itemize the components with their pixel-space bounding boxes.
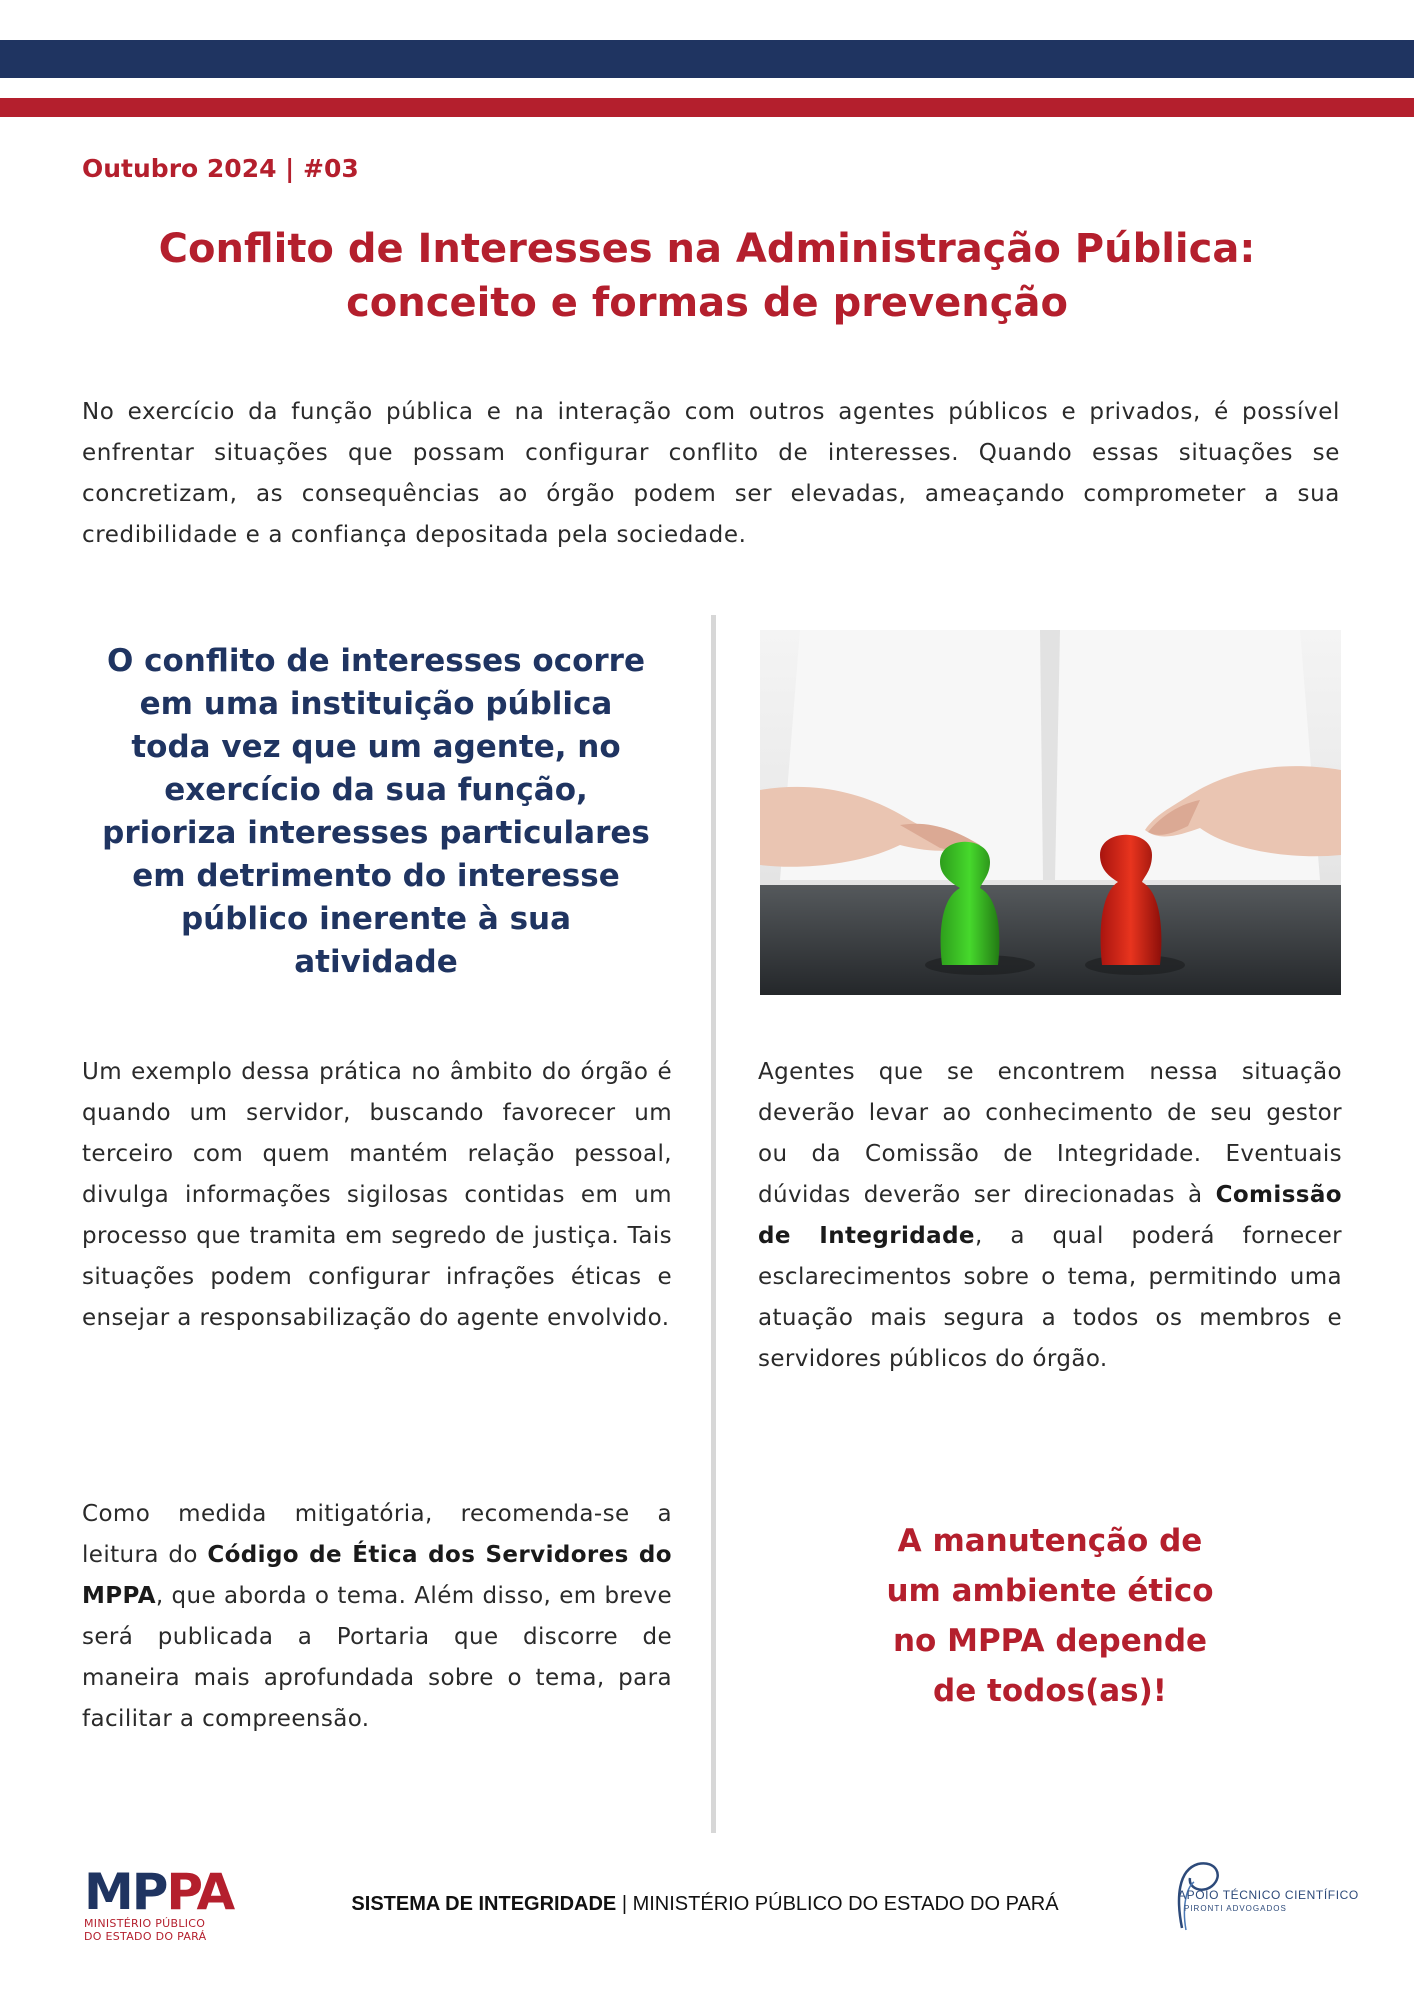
intro-paragraph: No exercício da função pública e na interação com outros agentes públicos e privados, é possível enfrentar situações que possam configurar conflito de interesses. Quando essas situações se concretizam, as consequências ao órgão podem ser elevadas, ameaçando comprometer a sua credibilidade e a confiança depositada pela sociedade.	[82, 399, 1340, 548]
mitigation-paragraph	[82, 1494, 672, 1740]
agents-text-1: Agentes que se encontrem nessa situação deverão levar ao conhecimento de seu gestor ou da Comissão de Integridade. Eventuais dúvidas deverão ser direcionadas à	[758, 1059, 1342, 1208]
closing-line-2: um ambiente ético	[886, 1573, 1214, 1609]
highlight-quote: O conflito de interesses ocorre em uma instituição pública toda vez que um agente, no exercício da sua função, prioriza interesses particulares em detrimento do interesse público inerente à sua atividade	[102, 643, 650, 980]
agents-text-2: , a qual poderá fornecer esclarecimentos sobre o tema, permitindo uma atuação mais segura a todos os membros e servidores públicos do órgão.	[758, 1223, 1342, 1372]
photo-illustration	[760, 630, 1341, 995]
closing-line-3: no MPPA depende	[892, 1623, 1208, 1659]
agents-paragraph	[758, 1052, 1342, 1380]
closing-line-1: A manutenção de	[897, 1523, 1203, 1559]
apoio-logo-line-1: APOIO TÉCNICO CIENTÍFICO	[1178, 1888, 1359, 1902]
issue-label: Outubro 2024 | #03	[82, 154, 359, 183]
mppa-logo	[84, 1863, 234, 1947]
mppa-logo-sub-2: DO ESTADO DO PARÁ	[84, 1930, 207, 1943]
footer-system-rest: | MINISTÉRIO PÚBLICO DO ESTADO DO PARÁ	[616, 1893, 1059, 1915]
closing-message	[758, 1516, 1342, 1716]
mppa-logo-sub-1: MINISTÉRIO PÚBLICO	[84, 1917, 206, 1930]
mitigation-text-1: Como medida mitigatória, recomenda-se a leitura do	[82, 1501, 672, 1568]
apoio-logo-line-2: PIRONTI ADVOGADOS	[1184, 1904, 1287, 1913]
header-navy-stripe	[0, 40, 1414, 78]
mitigation-text-2: , que aborda o tema. Além disso, em breve será publicada a Portaria que discorre de maneira mais aprofundada sobre o tema, para facilitar a compreensão.	[82, 1583, 672, 1732]
conflict-photo	[760, 630, 1341, 995]
title-line-1: Conflito de Interesses na Administração Pública:	[158, 226, 1256, 272]
integrity-commission-bold: Comissão de Integridade	[758, 1182, 1342, 1249]
apoio-logo	[1168, 1858, 1358, 1934]
title-line-2: conceito e formas de prevenção	[346, 280, 1068, 326]
example-paragraph: Um exemplo dessa prática no âmbito do órgão é quando um servidor, buscando favorecer um terceiro com quem mantém relação pessoal, divulga informações sigilosas contidas em um processo que tramita em segredo de justiça. Tais situações podem configurar infrações éticas e ensejar a responsabilização do agente envolvido.	[82, 1059, 672, 1331]
header-red-stripe	[0, 98, 1414, 117]
footer-system-bold: SISTEMA DE INTEGRIDADE	[351, 1893, 617, 1915]
closing-line-4: de todos(as)!	[933, 1673, 1167, 1709]
mppa-logo-mp: MP	[84, 1863, 167, 1921]
code-of-ethics-bold: Código de Ética dos Servidores do MPPA	[82, 1542, 672, 1609]
mppa-logo-mark	[84, 1863, 234, 1921]
footer-system-label	[300, 1893, 1110, 1916]
mppa-logo-pa: PA	[166, 1863, 234, 1921]
page-title	[60, 222, 1354, 330]
column-divider	[711, 615, 716, 1833]
